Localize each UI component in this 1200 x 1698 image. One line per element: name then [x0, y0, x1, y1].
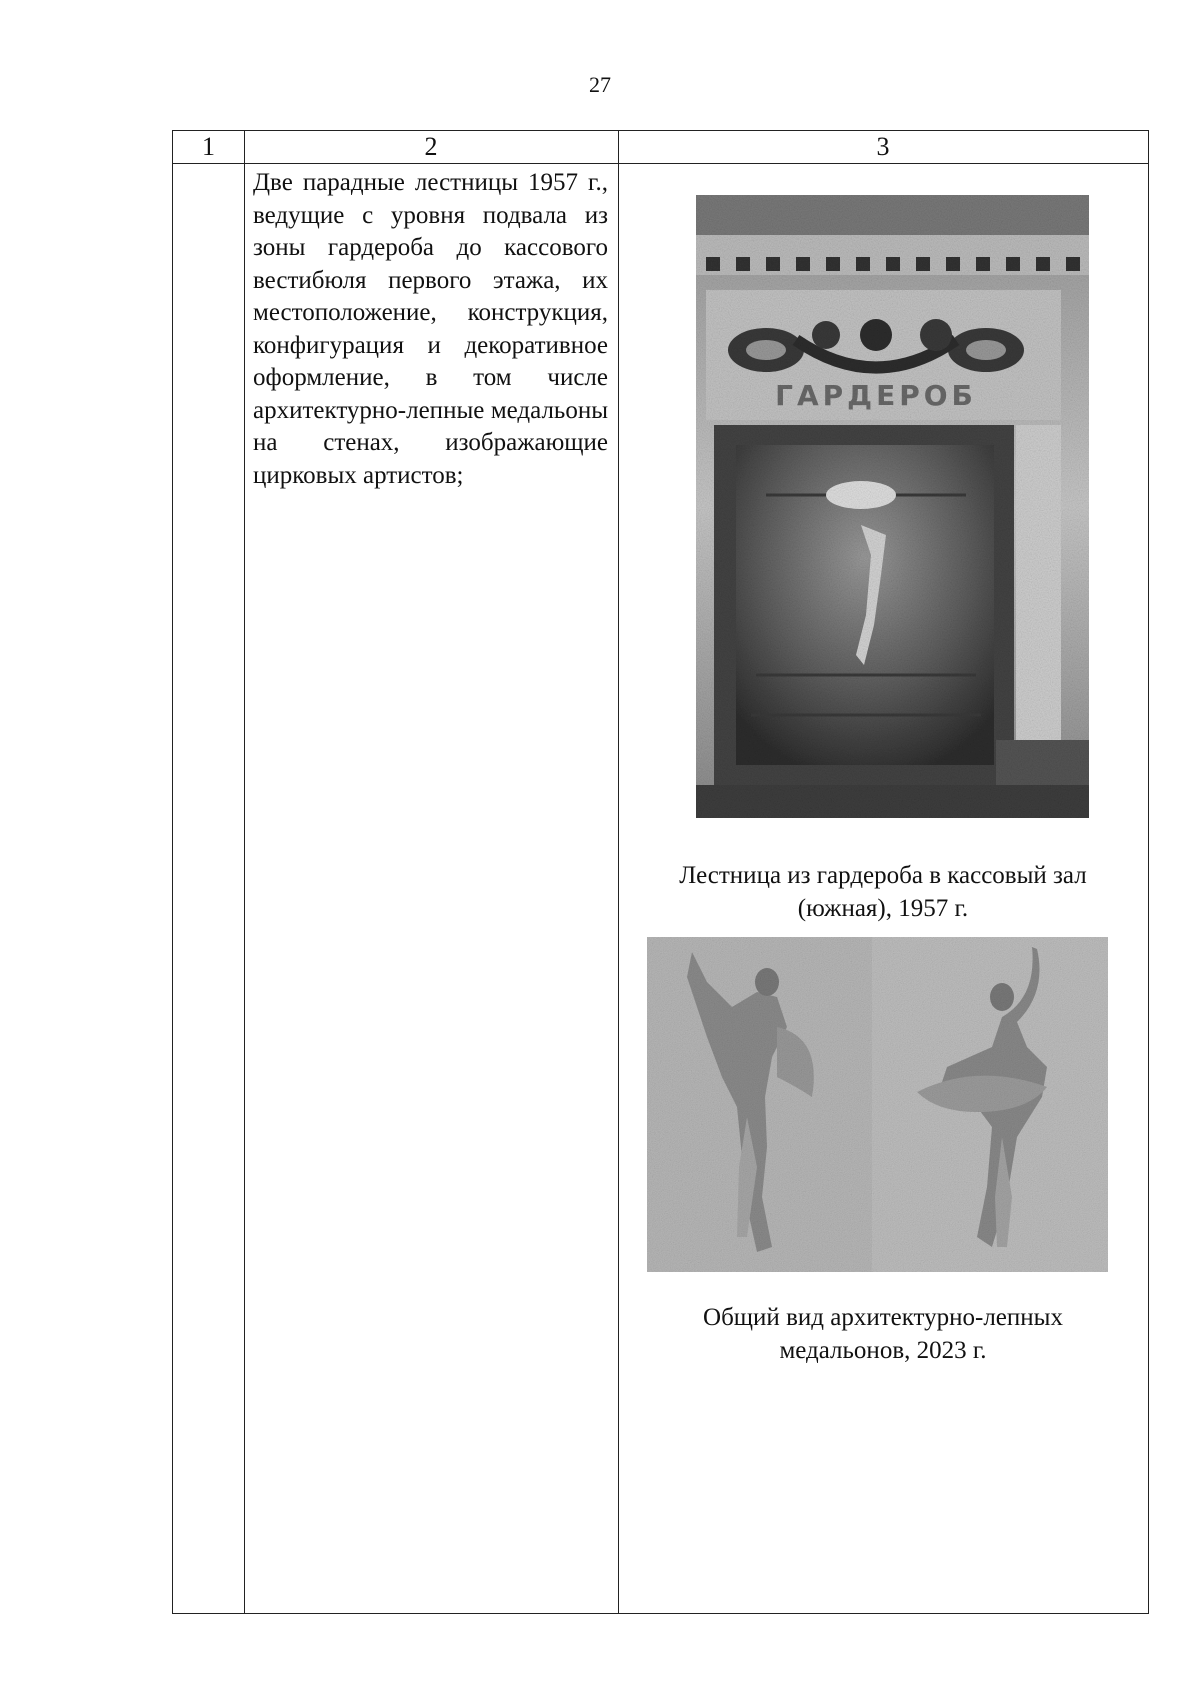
caption-line: Лестница из гардероба в кассовый зал	[679, 862, 1087, 889]
caption-line: медальонов, 2023 г.	[779, 1337, 987, 1364]
cloakroom-staircase-photo	[696, 195, 1089, 818]
column-header-3: 3	[876, 132, 890, 161]
photo-caption-1	[618, 859, 1148, 925]
page-number: 27	[589, 72, 611, 97]
caption-line: Общий вид архитектурно-лепных	[703, 1304, 1063, 1331]
column-header-2: 2	[424, 132, 438, 161]
circus-medallions-photo	[647, 937, 1108, 1272]
document-table	[172, 130, 1149, 1614]
cloakroom-sign-text: ГАРДЕРОБ	[775, 379, 977, 412]
object-description: Две парадные лестницы 1957 г., ведущие с уровня подвала из зоны гардероба до кассового вестибюля первого этажа, их местоположение, конструкция, конфигурация и декоративное оформление, в том числе архитектурно-лепные медальоны на стенах, изображающие цирковых артистов;	[253, 169, 608, 489]
caption-line: (южная), 1957 г.	[797, 895, 969, 922]
header-divider	[173, 163, 1148, 164]
column-divider	[244, 131, 245, 1613]
photo-caption-2	[618, 1301, 1148, 1367]
column-header-1: 1	[202, 132, 215, 161]
